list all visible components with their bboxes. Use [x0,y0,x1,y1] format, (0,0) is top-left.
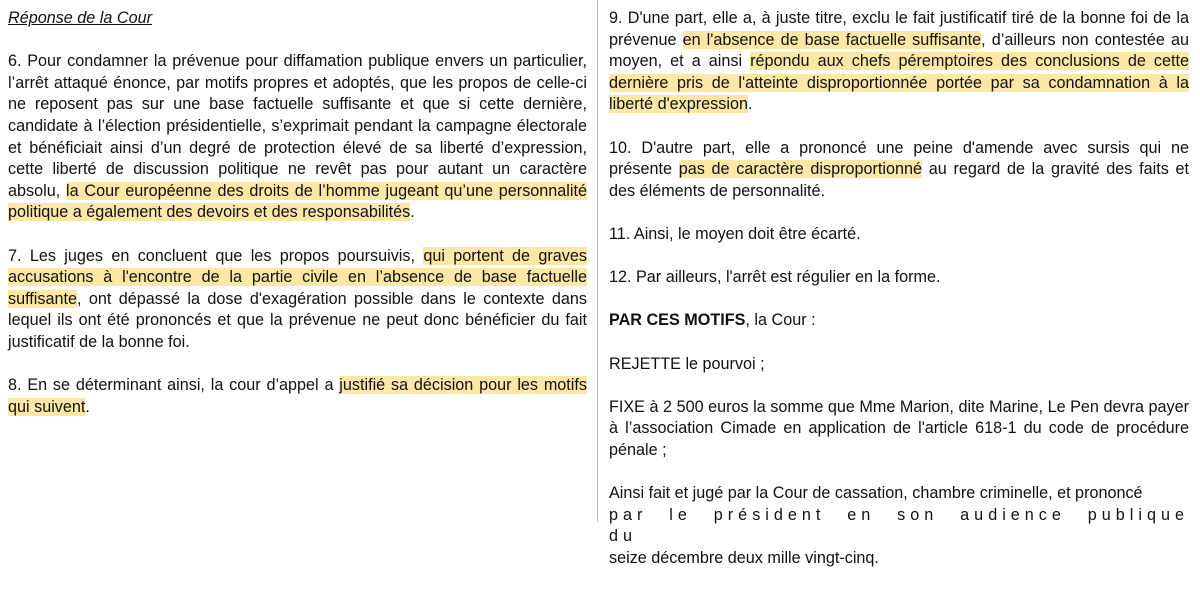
section-heading [8,8,587,30]
paragraph-9 [609,8,1189,116]
right-column [609,8,1189,591]
ainsi-line-2: par le président en son audience publique du [609,505,1189,546]
p7-end: , ont dépassé la dose d'exagération possible dans le contexte dans lequel ils ont été prononcés et que la prévenue ne peut donc bénéficier du fait justificatif de la bonne foi. [8,289,587,351]
paragraph-6 [8,51,587,224]
p6-highlight: la Cour européenne des droits de l’homme jugeant qu’une personnalité politique a également des devoirs et des responsabilités [8,181,587,222]
p8-text: 8. En se déterminant ainsi, la cour d’appel a [8,376,340,395]
p7-highlight: qui portent de graves accusations à l'encontre de la partie civile en l’absence de base factuelle suffisante [8,246,587,308]
p10-highlight: pas de caractère disproportionné [678,160,923,179]
p8-end: . [85,397,90,416]
p9-end: . [747,95,753,114]
p9-highlight-1: en l'absence de base factuelle suffisante [682,30,982,49]
ainsi-line-3: seize décembre deux mille vingt-cinq. [609,548,879,567]
p6-text: 6. Pour condamner la prévenue pour diffamation publique envers un particulier, l’arrêt attaqué énonce, par motifs propres et adoptés, que les propos de celle-ci ne reposent pas sur une base factuelle suffisante et que si cette dernière, candidate à l’élection présidentielle, s’exprimait pendant la campagne électorale et bénéficiait ainsi d’un degré de protection élevé de sa liberté d’expression, cette liberté de discussion politique ne revêt pas pour autant un caractère absolu, [8,52,587,200]
rejette-paragraph: REJETTE le pourvoi ; [609,354,765,373]
motifs-bold: PAR CES MOTIFS [609,311,746,330]
par-ces-motifs [609,310,1189,332]
left-column [8,8,587,440]
p7-text: 7. Les juges en concluent que les propos poursuivis, [8,246,424,265]
p9-text: 9. D'une part, elle a, à juste titre, exclu le fait justificatif tiré de la bonne foi de la prévenue [609,9,1189,49]
paragraph-7 [8,246,587,354]
motifs-rest: , la Cour : [745,311,816,330]
p9-middle: , d’ailleurs non contestée au moyen, et a ainsi [609,30,1190,71]
fixe-paragraph: FIXE à 2 500 euros la somme que Mme Marion, dite Marine, Le Pen devra payer à l’association Cimade en application de l'article 618-1 du code de procédure pénale ; [609,397,1189,459]
paragraph-10 [609,138,1189,203]
p10-text: 10. D'autre part, elle a prononcé une peine d'amende avec sursis qui ne présente [609,138,1189,179]
p9-highlight-2: répondu aux chefs péremptoires des conclusions de cette dernière pris de l'atteinte disproportionnée portée par sa condamnation à la liberté d'expression [609,52,1189,114]
ainsi-line-1: Ainsi fait et jugé par la Cour de cassation, chambre criminelle, et prononcé [609,484,1143,503]
paragraph-12: 12. Par ailleurs, l'arrêt est régulier en la forme. [609,268,941,287]
paragraph-8 [8,375,587,418]
p8-highlight: justifié sa décision pour les motifs qui suivent [8,376,587,416]
p10-end: au regard de la gravité des faits et des éléments de personnalité. [609,160,1189,200]
paragraph-11: 11. Ainsi, le moyen doit être écarté. [609,224,861,243]
column-divider [597,0,598,522]
p6-end: . [410,203,415,222]
heading-text: Réponse de la Cour [8,9,152,27]
ainsi-paragraph [609,483,1189,569]
